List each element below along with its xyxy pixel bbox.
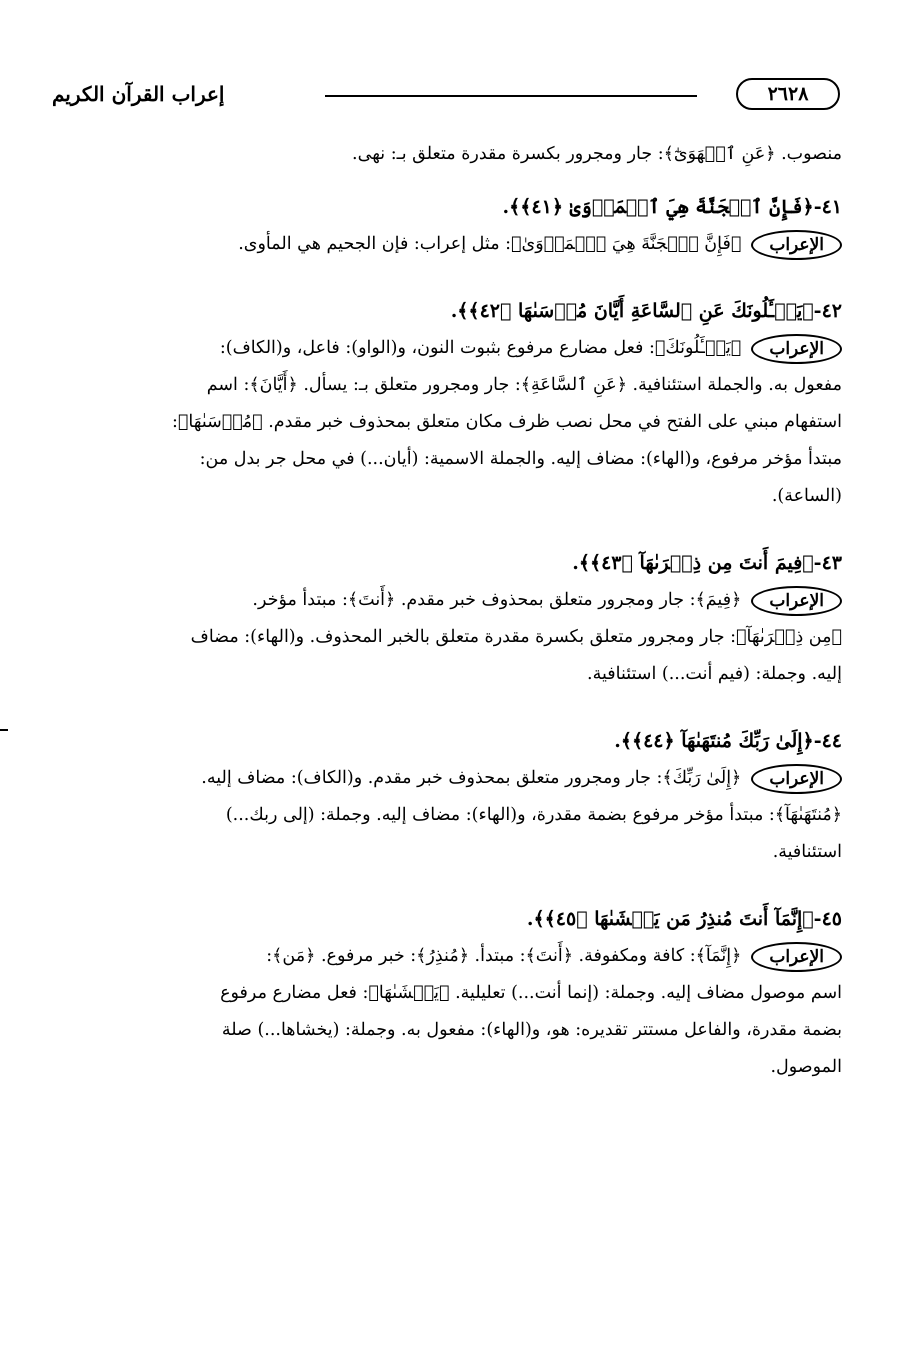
irab-line: بضمة مقدرة، والفاعل مستتر تقديره: هو، و(الهاء): مفعول به. وجملة: (يخشاها...) صلة bbox=[221, 1020, 842, 1040]
irab-line bbox=[60, 760, 842, 797]
page-body bbox=[60, 136, 842, 1086]
irab-line bbox=[60, 582, 842, 619]
irab-line: ﴿مِن ذِكۡرَىٰهَآ﴾: جار ومجرور متعلق بكسرة مقدرة متعلق بالخبر المحذوف. و(الهاء): مضاف bbox=[190, 627, 842, 647]
block-gap bbox=[60, 515, 842, 529]
header-rule bbox=[325, 95, 697, 97]
irab-line: استئنافية. bbox=[772, 842, 842, 862]
irab-label: الإعراب bbox=[751, 586, 842, 616]
irab-text: ﴿فِيمَ﴾: جار ومجرور متعلق بمحذوف خبر مقدم. ﴿أَنتَ﴾: مبتدأ مؤخر. bbox=[252, 590, 742, 610]
irab-line bbox=[60, 330, 842, 367]
verse-44: ٤٤-﴿إِلَىٰ رَبِّكَ مُنتَهَىٰهَآ ﴿٤٤﴾﴾. bbox=[614, 730, 842, 752]
book-title: إعراب القرآن الكريم bbox=[52, 82, 225, 106]
irab-text: ﴿إِنَّمَآ﴾: كافة ومكفوفة. ﴿أَنتَ﴾: مبتدأ. ﴿مُنذِرُ﴾: خبر مرفوع. ﴿مَن﴾: bbox=[266, 946, 742, 966]
irab-line: مبتدأ مؤخر مرفوع، و(الهاء): مضاف إليه. والجملة الاسمية: (أيان...) في محل جر بدل من: bbox=[199, 449, 842, 469]
page-header bbox=[0, 78, 921, 122]
intro-line: منصوب. ﴿عَنِ ٱلۡهَوَىٰٓ﴾: جار ومجرور بكسرة مقدرة متعلق بـ: نهى. bbox=[352, 144, 842, 164]
block-gap bbox=[60, 263, 842, 277]
verse-41: ٤١-﴿فَإِنَّ ٱلۡجَنَّةَ هِيَ ٱلۡمَأۡوَىٰ ﴿٤١﴾﴾. bbox=[502, 196, 842, 218]
verse-43: ٤٣-﴿فِيمَ أَنتَ مِن ذِكۡرَىٰهَآ ﴿٤٣﴾﴾. bbox=[572, 552, 842, 574]
margin-mark bbox=[0, 729, 8, 731]
irab-line: مفعول به. والجملة استئنافية. ﴿عَنِ ٱلسَّاعَةِ﴾: جار ومجرور متعلق بـ: يسأل. ﴿أَيَّانَ﴾: اسم bbox=[206, 375, 842, 395]
irab-line bbox=[60, 938, 842, 975]
irab-line: ﴿مُنتَهَىٰهَآ﴾: مبتدأ مؤخر مرفوع بضمة مقدرة، و(الهاء): مضاف إليه. وجملة: (إلى ربك...) bbox=[225, 805, 842, 825]
irab-text: ﴿يَسۡـَٔلُونَكَ﴾: فعل مضارع مرفوع بثبوت النون، و(الواو): فاعل، و(الكاف): bbox=[219, 338, 742, 358]
block-gap bbox=[60, 871, 842, 885]
irab-line: الموصول. bbox=[770, 1057, 842, 1077]
irab-text: ﴿إِلَىٰ رَبِّكَ﴾: جار ومجرور متعلق بمحذوف خبر مقدم. و(الكاف): مضاف إليه. bbox=[201, 768, 742, 788]
irab-line bbox=[60, 226, 842, 263]
irab-text: ﴿فَإِنَّ ٱلۡجَنَّةَ هِيَ ٱلۡمَأۡوَىٰ﴾: مثل إعراب: فإن الجحيم هي المأوى. bbox=[238, 234, 742, 254]
verse-42: ٤٢-﴿يَسۡـَٔلُونَكَ عَنِ ٱلسَّاعَةِ أَيَّانَ مُرۡسَىٰهَا ﴿٤٢﴾﴾. bbox=[450, 300, 842, 322]
irab-line: (الساعة). bbox=[771, 486, 842, 506]
irab-line: إليه. وجملة: (فيم أنت...) استئنافية. bbox=[587, 664, 842, 684]
irab-label: الإعراب bbox=[751, 334, 842, 364]
irab-line: اسم موصول مضاف إليه. وجملة: (إنما أنت...) تعليلية. ﴿يَخۡشَىٰهَا﴾: فعل مضارع مرفوع bbox=[220, 983, 842, 1003]
block-gap bbox=[60, 693, 842, 707]
irab-label: الإعراب bbox=[751, 764, 842, 794]
irab-label: الإعراب bbox=[751, 230, 842, 260]
verse-45: ٤٥-﴿إِنَّمَآ أَنتَ مُنذِرُ مَن يَخۡشَىٰهَا ﴿٤٥﴾﴾. bbox=[526, 908, 842, 930]
irab-line: استفهام مبني على الفتح في محل نصب ظرف مكان متعلق بمحذوف خبر مقدم. ﴿مُرۡسَىٰهَا﴾: bbox=[172, 412, 842, 432]
page-number: ٢٦٢٨ bbox=[736, 78, 840, 110]
irab-label: الإعراب bbox=[751, 942, 842, 972]
